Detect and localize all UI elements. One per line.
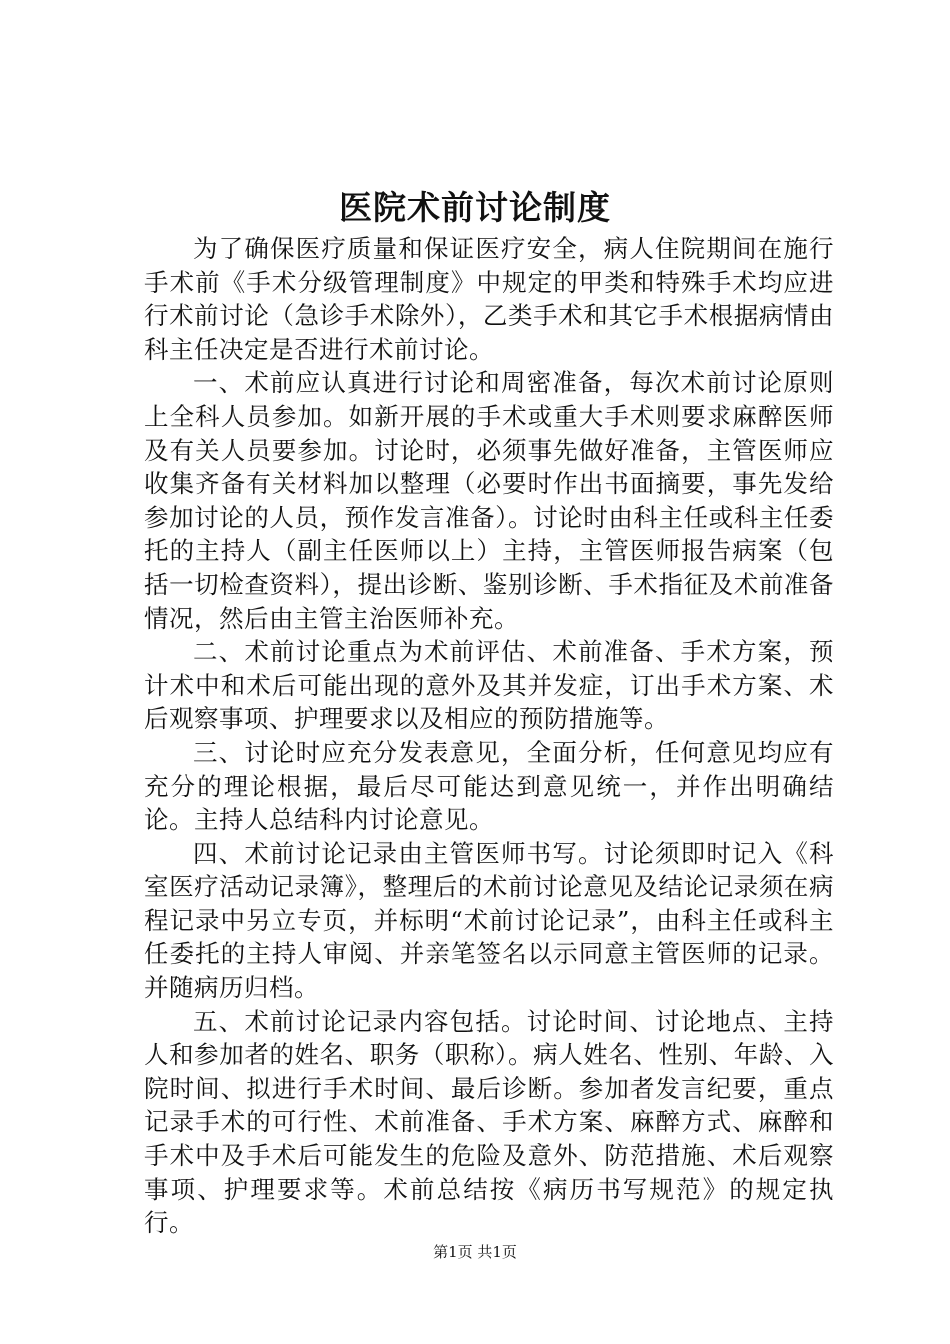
paragraph-section-4: 四、术前讨论记录由主管医师书写。讨论须即时记入《科室医疗活动记录簿》，整理后的术前讨论意见及结论记录须在病程记录中另立专页，并标明“术前讨论记录”，由科主任或科主任委托的主持人审阅、并亲笔签名以示同意主管医师的记录。并随病历归档。 [144,838,834,1003]
document-body [144,232,834,1240]
paragraph-section-5: 五、术前讨论记录内容包括。讨论时间、讨论地点、主持人和参加者的姓名、职务（职称）。病人姓名、性别、年龄、入院时间、拟进行手术时间、最后诊断。参加者发言纪要，重点记录手术的可行性、术前准备、手术方案、麻醉方式、麻醉和手术中及手术后可能发生的危险及意外、防范措施、术后观察事项、护理要求等。术前总结按《病历书写规范》的规定执行。 [144,1006,834,1238]
paragraph-intro: 为了确保医疗质量和保证医疗安全，病人住院期间在施行手术前《手术分级管理制度》中规定的甲类和特殊手术均应进行术前讨论（急诊手术除外），乙类手术和其它手术根据病情由科主任决定是否进行术前讨论。 [144,234,834,364]
paragraph-section-2: 二、术前讨论重点为术前评估、术前准备、手术方案，预计术中和术后可能出现的意外及其并发症，订出手术方案、术后观察事项、护理要求以及相应的预防措施等。 [144,637,834,734]
document-title: 医院术前讨论制度 [339,188,611,227]
page-number-footer: 第1页 共1页 [433,1243,517,1261]
paragraph-section-1: 一、术前应认真进行讨论和周密准备，每次术前讨论原则上全科人员参加。如新开展的手术或重大手术则要求麻醉医师及有关人员要参加。讨论时，必须事先做好准备，主管医师应收集齐备有关材料加以整理（必要时作出书面摘要，事先发给参加讨论的人员，预作发言准备）。讨论时由科主任或科主任委托的主持人（副主任医师以上）主持，主管医师报告病案（包括一切检查资料），提出诊断、鉴别诊断、手术指征及术前准备情况，然后由主管主治医师补充。 [144,368,834,633]
paragraph-section-3: 三、讨论时应充分发表意见，全面分析，任何意见均应有充分的理论根据，最后尽可能达到意见统一，并作出明确结论。主持人总结科内讨论意见。 [144,737,834,835]
